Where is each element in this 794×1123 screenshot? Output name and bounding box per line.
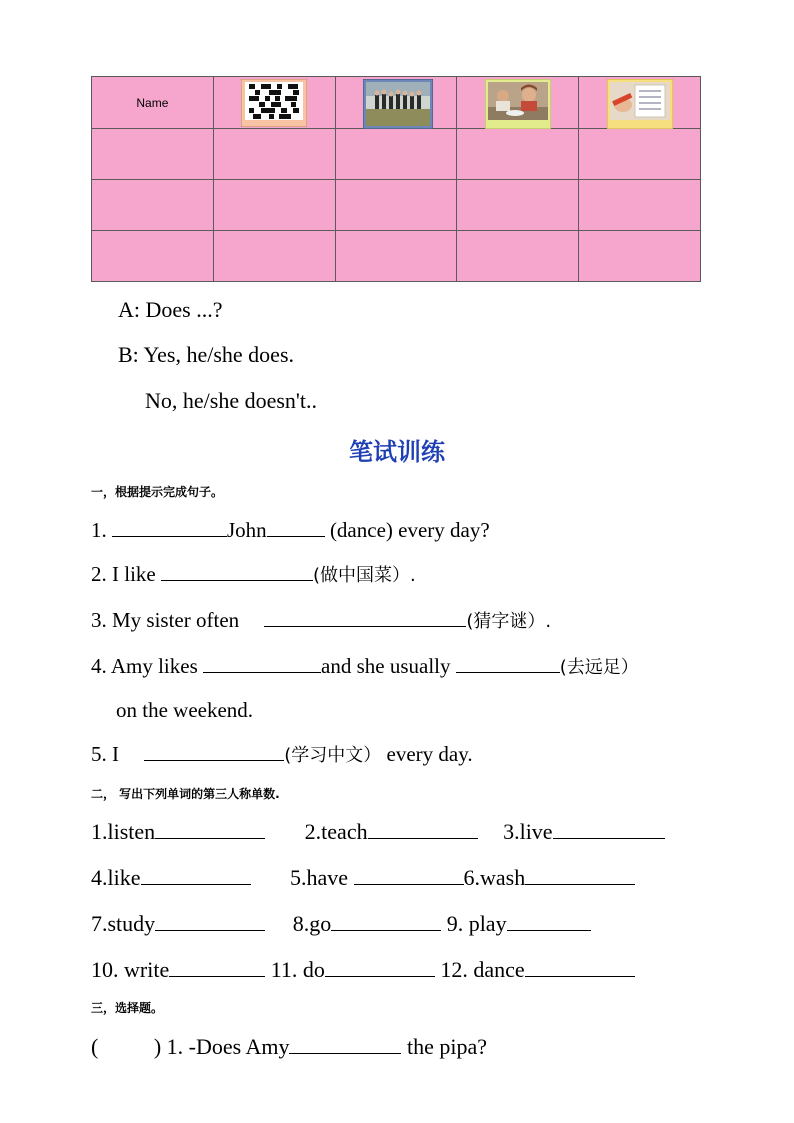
table-cell bbox=[579, 129, 701, 180]
word-7-blank[interactable] bbox=[155, 912, 265, 931]
table-row bbox=[92, 231, 701, 282]
table-cell bbox=[92, 180, 214, 231]
word-11-blank[interactable] bbox=[325, 958, 435, 977]
question-4-continued: on the weekend. bbox=[116, 698, 254, 722]
section-title: 笔试训练 bbox=[349, 438, 445, 466]
dialogue-answer-yes: B: Yes, he/she does. bbox=[118, 342, 295, 367]
word-12: 12. dance bbox=[440, 957, 525, 982]
word-5: 5.have bbox=[290, 865, 349, 890]
header-cell-hiking bbox=[335, 77, 457, 129]
q3-hint: (猜字谜）. bbox=[466, 611, 552, 632]
question-1 bbox=[91, 518, 490, 541]
word-3-blank[interactable] bbox=[553, 820, 665, 839]
chinese-writing-picture-icon bbox=[607, 79, 673, 127]
q4-mid: and she usually bbox=[321, 654, 451, 678]
q5-tail: every day. bbox=[386, 742, 473, 766]
word-2-blank[interactable] bbox=[368, 820, 478, 839]
choice-question-1 bbox=[91, 1035, 487, 1058]
q4-blank-2[interactable] bbox=[456, 654, 560, 673]
name-header-cell: Name bbox=[92, 77, 214, 129]
q1-word: John bbox=[227, 518, 267, 542]
word-1: 1.listen bbox=[91, 819, 156, 844]
choice-q1-text: ) 1. -Does Amy bbox=[153, 1034, 290, 1059]
word-6-blank[interactable] bbox=[525, 866, 635, 885]
question-5 bbox=[91, 742, 473, 765]
survey-table bbox=[91, 76, 701, 282]
q1-hint: (dance) every day? bbox=[329, 518, 490, 542]
q4-text: 4. Amy likes bbox=[91, 654, 198, 678]
q1-blank-1[interactable] bbox=[112, 518, 227, 537]
word-8: 8.go bbox=[292, 911, 332, 936]
word-12-blank[interactable] bbox=[525, 958, 635, 977]
table-cell bbox=[579, 180, 701, 231]
hiking-group-picture-icon bbox=[363, 79, 429, 127]
header-cell-cooking bbox=[457, 77, 579, 129]
question-2 bbox=[91, 562, 416, 585]
header-cell-writing bbox=[579, 77, 701, 129]
word-8-blank[interactable] bbox=[331, 912, 441, 931]
q4-hint: (去远足） bbox=[559, 657, 639, 678]
word-row-4 bbox=[91, 958, 635, 981]
dialogue-question: A: Does ...? bbox=[118, 297, 223, 322]
q5-hint: (学习中文） bbox=[284, 745, 382, 766]
dialogue-answer-no: No, he/she doesn't.. bbox=[145, 388, 317, 413]
word-10: 10. write bbox=[91, 957, 170, 982]
word-2: 2.teach bbox=[304, 819, 368, 844]
word-4: 4.like bbox=[91, 865, 141, 890]
table-cell bbox=[92, 231, 214, 282]
section2-heading: 二， 写出下列单词的第三人称单数. bbox=[91, 787, 280, 801]
choice-q1-blank[interactable] bbox=[289, 1035, 401, 1054]
word-4-blank[interactable] bbox=[141, 866, 251, 885]
word-1-blank[interactable] bbox=[155, 820, 265, 839]
table-cell bbox=[457, 129, 579, 180]
header-cell-crossword bbox=[213, 77, 335, 129]
question-4 bbox=[91, 654, 639, 677]
choice-paren-open: ( bbox=[91, 1034, 99, 1059]
crossword-picture-icon bbox=[241, 79, 307, 127]
table-cell bbox=[213, 129, 335, 180]
q2-text: 2. I like bbox=[91, 562, 156, 586]
q2-hint: (做中国菜）. bbox=[312, 565, 416, 586]
q1-number: 1. bbox=[91, 518, 107, 542]
q5-blank[interactable] bbox=[144, 742, 284, 761]
table-cell bbox=[457, 231, 579, 282]
word-3: 3.live bbox=[503, 819, 553, 844]
table-row bbox=[92, 129, 701, 180]
word-6: 6.wash bbox=[463, 865, 526, 890]
word-row-1 bbox=[91, 820, 665, 843]
word-9: 9. play bbox=[446, 911, 507, 936]
word-row-3 bbox=[91, 912, 591, 935]
q2-blank[interactable] bbox=[161, 562, 313, 581]
word-row-2 bbox=[91, 866, 635, 889]
cooking-picture-icon bbox=[485, 79, 551, 127]
table-cell bbox=[457, 180, 579, 231]
choice-q1-tail: the pipa? bbox=[406, 1034, 488, 1059]
word-7: 7.study bbox=[91, 911, 156, 936]
word-11: 11. do bbox=[270, 957, 325, 982]
table-cell bbox=[213, 180, 335, 231]
word-9-blank[interactable] bbox=[507, 912, 591, 931]
word-10-blank[interactable] bbox=[169, 958, 265, 977]
q4-blank-1[interactable] bbox=[203, 654, 321, 673]
q3-blank[interactable] bbox=[264, 608, 466, 627]
table-row bbox=[92, 180, 701, 231]
word-5-blank[interactable] bbox=[354, 866, 464, 885]
table-cell bbox=[92, 129, 214, 180]
table-cell bbox=[335, 231, 457, 282]
section3-heading: 三，选择题。 bbox=[91, 1001, 164, 1015]
table-cell bbox=[213, 231, 335, 282]
section1-heading: 一，根据提示完成句子。 bbox=[91, 485, 224, 499]
table-header-row bbox=[92, 77, 701, 129]
question-3 bbox=[91, 608, 551, 631]
table-cell bbox=[335, 129, 457, 180]
table-cell bbox=[579, 231, 701, 282]
q3-text: 3. My sister often bbox=[91, 608, 240, 632]
q5-text: 5. I bbox=[91, 742, 119, 766]
table-cell bbox=[335, 180, 457, 231]
q1-blank-2[interactable] bbox=[267, 518, 325, 537]
